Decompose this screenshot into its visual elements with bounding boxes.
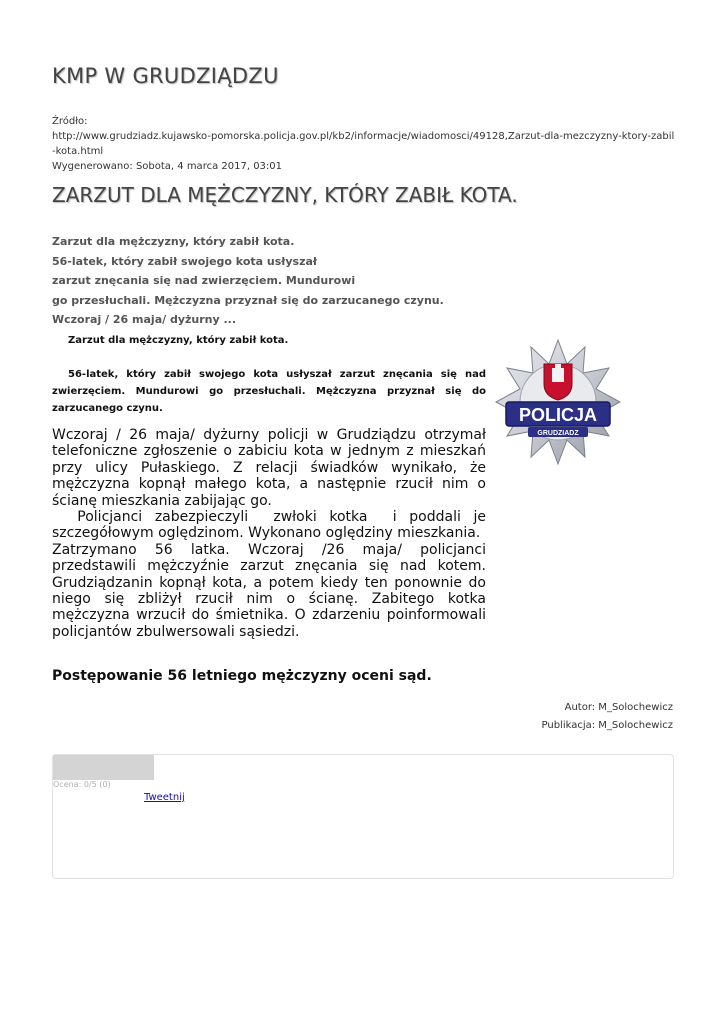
logo-subtext: GRUDZIADZ — [537, 430, 579, 437]
lead-line: zarzut znęcania się nad zwierzęciem. Mundurowi — [52, 274, 356, 288]
generated-date: Wygenerowano: Sobota, 4 marca 2017, 03:01 — [52, 161, 283, 172]
police-star-logo — [494, 338, 622, 466]
author-info — [542, 699, 673, 735]
body-paragraph: Wczoraj / 26 maja/ dyżurny policji w Grudziądzu otrzymał telefoniczne zgłoszenie o zabiciu kota w jednym z mieszkań przy ulicy Pułaskiego. Z relacji świadków wynikało, że mężczyzna kopnął małego kota, a następnie rzucił nim o ścianę mieszkania zabijając go. — [52, 427, 486, 509]
source-meta — [52, 114, 676, 174]
article-intro — [52, 366, 486, 417]
intro-line: zarzucanego czynu. — [52, 403, 163, 414]
body-paragraph: Zatrzymano 56 latka. Wczoraj /26 maja/ policjanci przedstawili mężczyźnie zarzut znęcania się nad kotem. Grudziądzanin kopnął kota, a potem kiedy ten ponownie do niego się zbliżył rzucił nim o ścianę. Zabitego kotka mężczyzna wrzucił do śmietnika. O zdarzeniu poinformowali policjantów zbulwersowali sąsiedzi. — [52, 541, 486, 640]
article-lead — [52, 232, 472, 330]
article-verdict: Postępowanie 56 letniego mężczyzny oceni sąd. — [52, 668, 432, 684]
body-paragraph: Policjanci zabezpieczyli zwłoki kotka i poddali je szczegółowym oględzinom. Wykonano oględziny mieszkania. — [52, 509, 491, 542]
lead-line: Zarzut dla mężczyzny, który zabił kota. — [52, 235, 295, 248]
rating-text: Ocena: 0/5 (0) — [53, 780, 111, 789]
lead-line: Wczoraj / 26 maja/ dyżurny ... — [52, 313, 237, 327]
article-title: ZARZUT DLA MĘŻCZYZNY, KTÓRY ZABIŁ KOTA. — [52, 183, 518, 207]
lead-line: go przesłuchali. Mężczyzna przyznał się do zarzucanego czynu. — [52, 293, 444, 307]
source-url[interactable]: http://www.grudziadz.kujawsko-pomorska.policja.gov.pl/kb2/informacje/wiadomosci/49128,Zarzut-dla-mezczyzny-ktory-zabil-kota.html — [52, 131, 675, 157]
social-box — [52, 754, 674, 879]
article-body — [52, 427, 491, 640]
publication-name: Publikacja: M_Solochewicz — [541, 720, 673, 731]
source-label: Źródło: — [52, 116, 88, 127]
tweet-link[interactable]: Tweetnij — [144, 792, 185, 803]
author-name: Autor: M_Solochewicz — [564, 702, 673, 713]
article-subtitle: Zarzut dla mężczyzny, który zabił kota. — [68, 335, 289, 346]
lead-line: 56-latek, który zabił swojego kota usłyszał — [52, 254, 317, 268]
site-title: KMP W GRUDZIĄDZU — [52, 64, 279, 88]
rating-widget[interactable] — [53, 755, 154, 780]
intro-line: 56-latek, który zabił swojego kota usłyszał zarzut znęcania się nad — [68, 369, 486, 380]
intro-line: zwierzęciem. Mundurowi go przesłuchali. Mężczyzna przyznał się do — [52, 386, 486, 397]
logo-text: POLICJA — [518, 405, 598, 425]
